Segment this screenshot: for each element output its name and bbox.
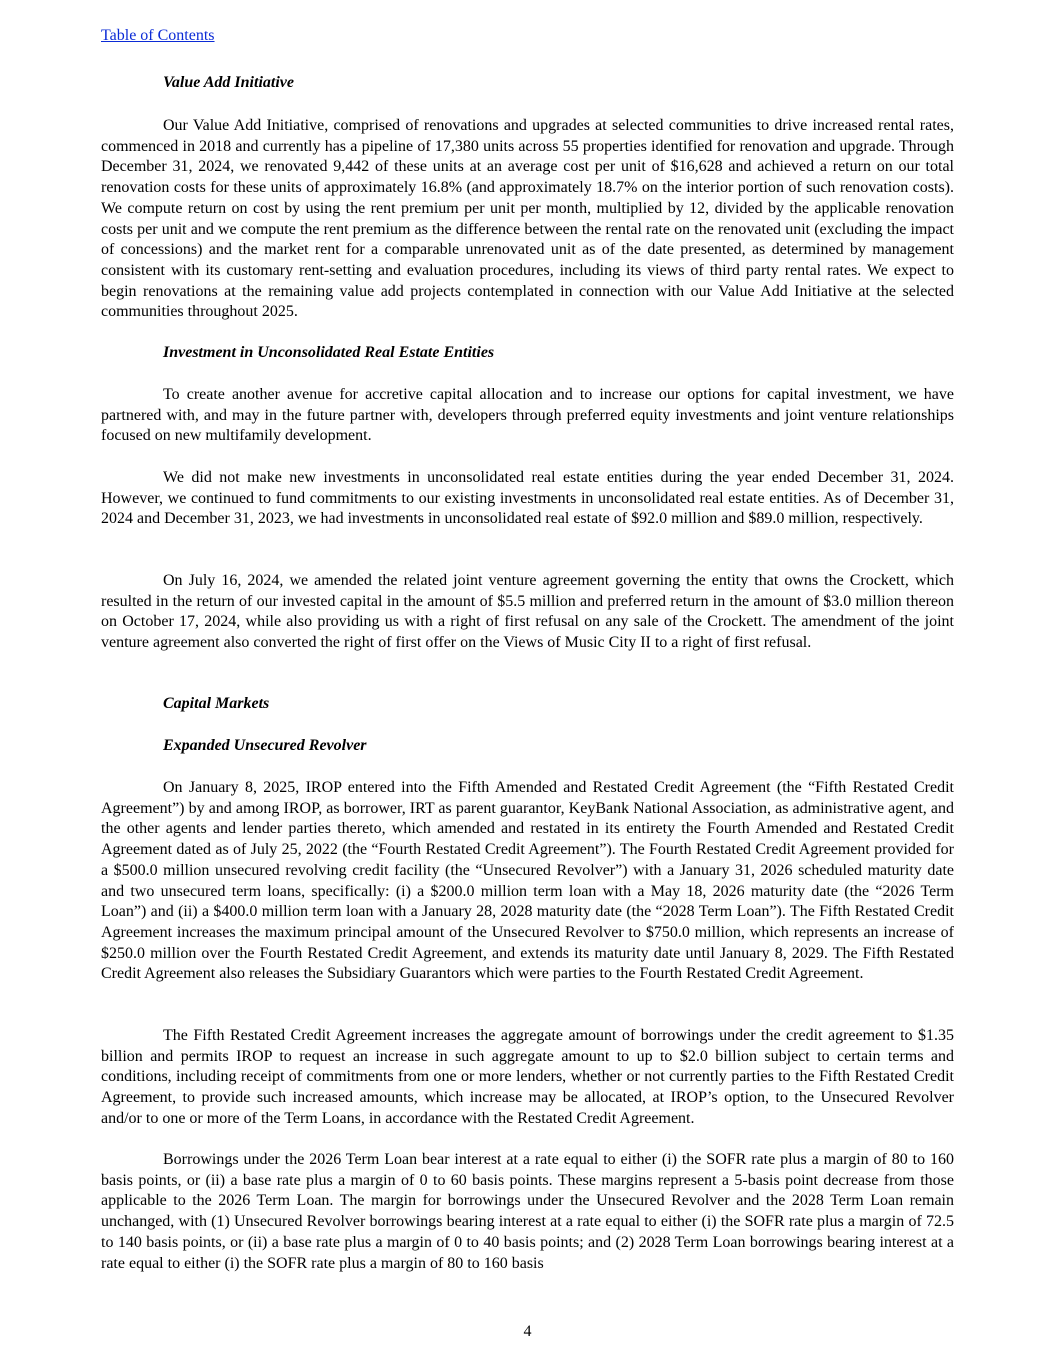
- table-of-contents-link[interactable]: Table of Contents: [101, 27, 215, 44]
- credit-agreement-paragraph-3: Borrowings under the 2026 Term Loan bear interest at a rate equal to either (i) the SOFR rate plus a margin of 80 to 160 basis points, or (ii) a base rate plus a margin of 0 to 60 basis points. These margins represent a 5-basis point decrease from those applicable to the 2026 Term Loan. The margin for borrowings under the Unsecured Revolver and the 2028 Term Loan remain unchanged, with (1) Unsecured Revolver borrowings bearing interest at a rate equal to either (i) the SOFR rate plus a margin of 72.5 to 140 basis points, or (ii) a base rate plus a margin of 0 to 40 basis points; and (2) 2028 Term Loan borrowings bearing interest at a rate equal to either (i) the SOFR rate plus a margin of 80 to 160 basis: [101, 1151, 954, 1272]
- expanded-revolver-heading: Expanded Unsecured Revolver: [163, 737, 367, 754]
- value-add-paragraph: Our Value Add Initiative, comprised of renovations and upgrades at selected communities to drive increased rental rates, commenced in 2018 and currently has a pipeline of 17,380 units across 55 properties identified for renovation and upgrade. Through December 31, 2024, we renovated 9,442 of these units at an average cost per unit of $16,628 and achieved a return on our total renovation costs for these units of approximately 16.8% (and approximately 18.7% on the interior portion of such renovation costs). We compute return on cost by using the rent premium per unit per month, multiplied by 12, divided by the applicable renovation costs per unit and we compute the rent premium as the difference between the rental rate on the renovated unit (excluding the impact of concessions) and the market rent for a comparable unrenovated unit as of the date presented, as determined by management consistent with its customary rent-setting and evaluation procedures, including its views of third party rental rates. We expect to begin renovations at the remaining value add projects contemplated in connection with our Value Add Initiative at the selected communities throughout 2025.: [101, 117, 954, 321]
- unconsolidated-heading: Investment in Unconsolidated Real Estate Entities: [163, 344, 495, 361]
- unconsolidated-paragraph-3: On July 16, 2024, we amended the related joint venture agreement governing the entity that owns the Crockett, which resulted in the return of our invested capital in the amount of $5.5 million and preferred return in the amount of $3.0 million thereon on October 17, 2024, while also providing us with a right of first refusal on any sale of the Crockett. The amendment of the joint venture agreement also converted the right of first offer on the Views of Music City II to a right of first refusal.: [101, 572, 954, 652]
- value-add-heading: Value Add Initiative: [163, 74, 294, 91]
- credit-agreement-paragraph-1: On January 8, 2025, IROP entered into the Fifth Amended and Restated Credit Agreement (the “Fifth Restated Credit Agreement”) by and among IROP, as borrower, IRT as parent guarantor, KeyBank National Association, as administrative agent, and the other agents and lender parties thereto, which amended and restated in its entirety the Fourth Amended and Restated Credit Agreement dated as of July 25, 2022 (the “Fourth Restated Credit Agreement”). The Fourth Restated Credit Agreement provided for a $500.0 million unsecured revolving credit facility (the “Unsecured Revolver”) with a January 31, 2026 scheduled maturity date and two unsecured term loans, specifically: (i) a $200.0 million term loan with a May 18, 2026 maturity date (the “2026 Term Loan”) and (ii) a $400.0 million term loan with a January 28, 2028 maturity date (the “2028 Term Loan”). The Fifth Restated Credit Agreement increases the maximum principal amount of the Unsecured Revolver to $750.0 million, which represents an increase of $250.0 million over the Fourth Restated Credit Agreement, and extends its maturity date until January 8, 2029. The Fifth Restated Credit Agreement also releases the Subsidiary Guarantors which were parties to the Fourth Restated Credit Agreement.: [101, 779, 954, 983]
- unconsolidated-paragraph-1: To create another avenue for accretive capital allocation and to increase our options for capital investment, we have partnered with, and may in the future partner with, developers through preferred equity investments and joint venture relationships focused on new multifamily development.: [101, 386, 954, 445]
- page-number: 4: [523, 1323, 532, 1340]
- unconsolidated-paragraph-2: We did not make new investments in unconsolidated real estate entities during the year ended December 31, 2024. However, we continued to fund commitments to our existing investments in unconsolidated real estate entities. As of December 31, 2024 and December 31, 2023, we had investments in unconsolidated real estate of $92.0 million and $89.0 million, respectively.: [101, 469, 954, 528]
- capital-markets-heading: Capital Markets: [163, 695, 270, 712]
- credit-agreement-paragraph-2: The Fifth Restated Credit Agreement increases the aggregate amount of borrowings under the credit agreement to $1.35 billion and permits IROP to request an increase in such aggregate amount to up to $2.0 billion subject to certain terms and conditions, including receipt of commitments from one or more lenders, whether or not currently parties to the Fifth Restated Credit Agreement, to provide such increased amounts, which increase may be allocated, at IROP’s option, to the Unsecured Revolver and/or to one or more of the Term Loans, in accordance with the Restated Credit Agreement.: [101, 1027, 954, 1127]
